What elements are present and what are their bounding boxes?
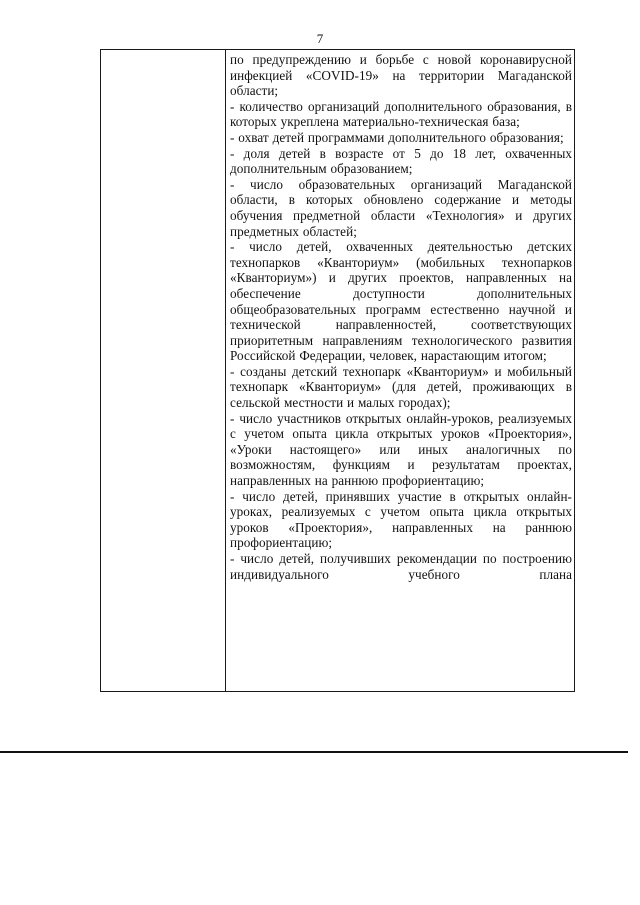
table-paragraph: - число участников открытых онлайн-уроков, реализуемых с учетом опыта цикла открытых уроков «Проектория», «Уроки настоящего» или иных аналогичных по возможностям, функциям и результатам проектах, направленных на раннюю профориентацию; [230,410,572,489]
table-paragraph: - созданы детский технопарк «Кванториум» и мобильный технопарк «Кванториум» (для детей, проживающих в сельской местности и малых городах); [230,363,572,411]
table-paragraph: - число детей, получивших рекомендации по построению индивидуального учебного плана [230,551,572,582]
table-paragraph: - охват детей программами дополнительного образования; [230,129,564,145]
page-number: 7 [316,31,324,46]
footer-divider [0,751,628,753]
table-left-cell [101,50,226,691]
table-paragraph: - число образовательных организаций Магаданской области, в которых обновлено содержание и методы обучения предметной области «Технология» и других предметных областей; [230,176,572,239]
content-table [100,49,575,692]
table-right-cell [226,50,574,691]
table-paragraph: - число детей, охваченных деятельностью детских технопарков «Кванториум» (мобильных технопарков «Кванториум») и других проектов, направленных на обеспечение доступности дополнительных общеобразовательных программ естественно научной и технической направленностей, соответствующих приоритетным направлениям технологического развития Российской Федерации, человек, нарастающим итогом; [230,239,572,364]
table-paragraph: по предупреждению и борьбе с новой коронавирусной инфекцией «COVID-19» на территории Магаданской области; [230,52,572,99]
table-paragraph: - количество организаций дополнительного образования, в которых укреплена материально-техническая база; [230,98,572,130]
table-paragraph: - доля детей в возрасте от 5 до 18 лет, охваченных дополнительным образованием; [230,145,572,177]
table-paragraph: - число детей, принявших участие в открытых онлайн-уроках, реализуемых с учетом опыта цикла открытых уроков «Проектория», направленных на раннюю профориентацию; [230,488,572,551]
